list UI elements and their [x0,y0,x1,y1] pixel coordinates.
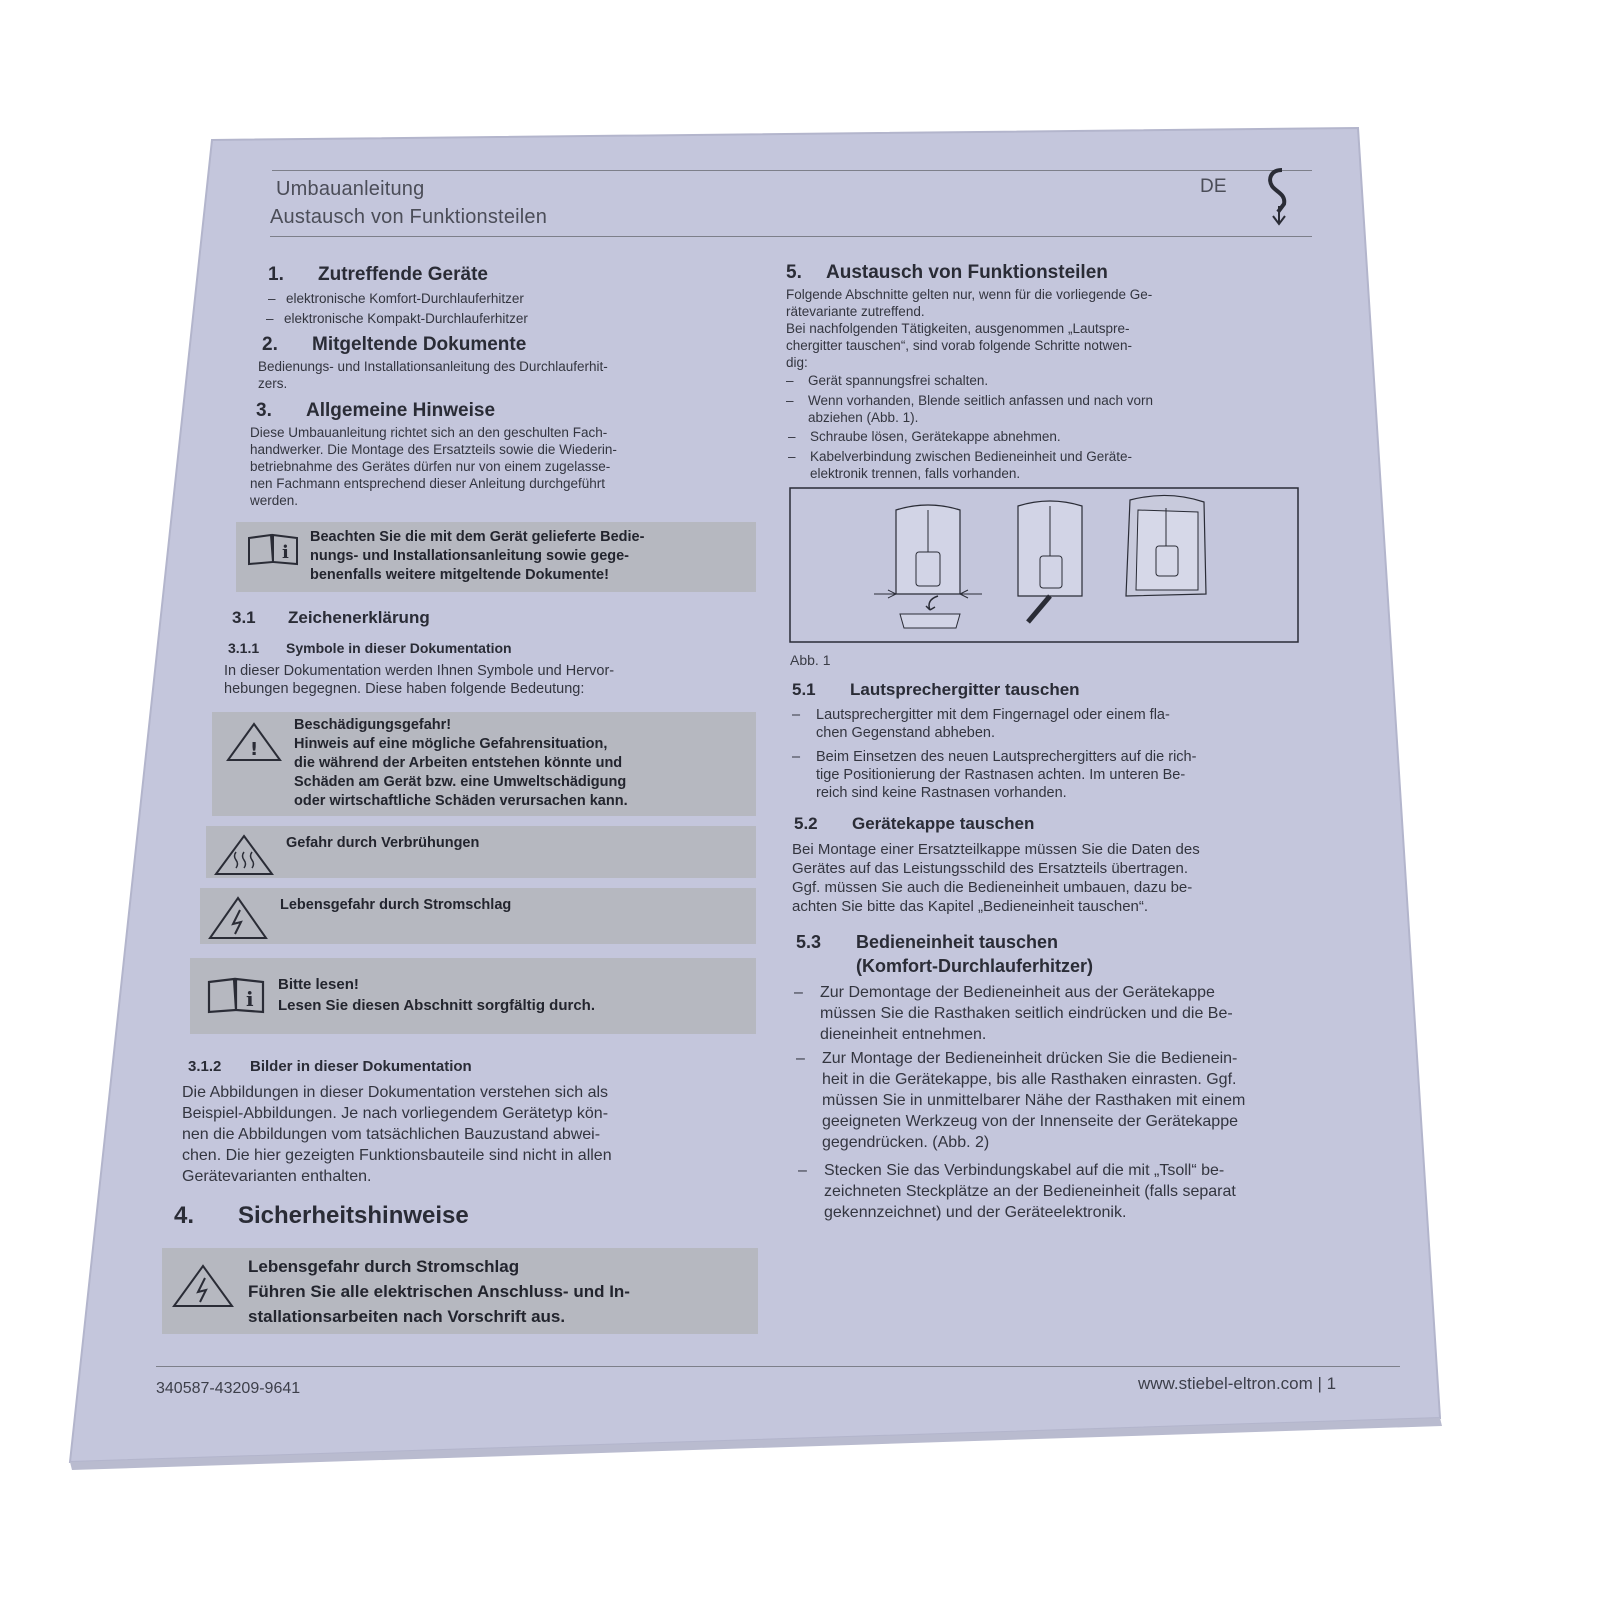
section-5-2-text: Bei Montage einer Ersatzteilkappe müssen Sie die Daten des Gerätes auf das Leistungsschild des Ersatzteils übertragen. Ggf. müssen Sie auch die Bedieneinheit umbauen, dazu be- achten Sie bitte das Kapitel „Bedieneinheit tauschen“. [792,841,1200,915]
footer-rule [156,1366,1400,1367]
section-4-heading: 4. Sicherheitshinweise [174,1202,469,1229]
svg-text:!: ! [250,739,259,760]
list-item: – Lautsprechergitter mit dem Fingernagel oder einem fla- chen Gegenstand abheben. [792,707,1170,741]
list-item: – elektronische Kompakt-Durchlauferhitzer [266,311,528,326]
header-bottom-rule [270,236,1312,237]
book-info-icon [246,532,300,566]
section-5-2-heading: 5.2 Gerätekappe tauschen [794,814,1035,833]
list-item: – Schraube lösen, Gerätekappe abnehmen. [788,429,1061,444]
section-3-heading: 3. Allgemeine Hinweise [256,400,496,421]
book-info-icon [206,976,266,1014]
section-3-1-heading: 3.1 Zeichenerklärung [232,608,430,627]
svg-text:i: i [246,987,254,1011]
list-item: – Beim Einsetzen des neuen Lautsprechergitters auf die rich- tige Positionierung der Rastnasen achten. Im unteren Be- reich sind keine Rastnasen vorhanden. [792,749,1197,801]
section-5-heading: 5. Austausch von Funktionsteilen [786,262,1108,283]
list-item: – Zur Demontage der Bedieneinheit aus der Gerätekappe müssen Sie die Rasthaken seitlich eindrücken und die Be- dieneinheit entnehmen. [794,984,1233,1043]
shock-warning-text: Lebensgefahr durch Stromschlag [280,897,512,913]
language-code: DE [1200,176,1227,197]
high-voltage-icon [208,894,268,940]
shock-warning-box [200,888,756,944]
figure-1-illustration [788,486,1300,646]
list-item: – elektronische Komfort-Durchlauferhitzer [268,291,524,306]
section-3-1-2-heading: 3.1.2 Bilder in dieser Dokumentation [188,1058,472,1075]
section-3-1-1-heading: 3.1.1 Symbole in dieser Dokumentation [228,640,512,656]
svg-text:i: i [282,542,289,563]
damage-warning-box [212,712,756,816]
section-2-heading: 2. Mitgeltende Dokumente [262,334,527,355]
warning-triangle-icon [226,720,282,764]
safety-warning-box [162,1248,758,1334]
section-2-text: Bedienungs- und Installationsanleitung des Durchlauferhit- zers. [258,359,608,391]
list-item: – Wenn vorhanden, Blende seitlich anfassen und nach vorn abziehen (Abb. 1). [786,393,1153,425]
safety-warning-text: Lebensgefahr durch Stromschlag Führen Sie alle elektrischen Anschluss- und In- stallationsarbeiten nach Vorschrift aus. [248,1257,630,1326]
section-5-intro: Folgende Abschnitte gelten nur, wenn für die vorliegende Ge- rätevariante zutreffend. Bei nachfolgenden Tätigkeiten, ausgenommen „Lautspre- chergitter tauschen“, sind vorab folgende Schritte notwen- dig: [786,287,1153,370]
brand-logo-icon [1264,166,1294,228]
list-item: – Kabelverbindung zwischen Bedieneinheit und Geräte- elektronik trennen, falls vorhanden. [788,449,1132,481]
damage-warning-text: Beschädigungsgefahr! Hinweis auf eine mögliche Gefahrensituation, die während der Arbeiten entstehen könnte und Schäden am Gerät bzw. eine Umweltschädigung oder wirtschaftliche Schäden verursachen kann. [294,717,628,809]
scald-warning-text: Gefahr durch Verbrühungen [286,835,480,851]
footer-website: www.stiebel-eltron.com | 1 [1138,1374,1337,1393]
list-item: – Zur Montage der Bedieneinheit drücken Sie die Bedienein- heit in die Gerätekappe, bis alle Rasthaken einrasten. Ggf. müssen Sie in unmittelbarer Nähe der Rasthaken mit einem geeigneten Werkzeug von der Innenseite der Gerätekappe gegendrücken. (Abb. 2) [796,1050,1246,1151]
section-3-1-1-text: In dieser Dokumentation werden Ihnen Symbole und Hervor- hebungen begegnen. Diese haben folgende Bedeutung: [224,663,615,697]
read-note-text: Bitte lesen! Lesen Sie diesen Abschnitt sorgfältig durch. [278,976,595,1014]
section-3-1-2-text: Die Abbildungen in dieser Dokumentation verstehen sich als Beispiel-Abbildungen. Je nach vorliegendem Gerätetyp kön- nen die Abbildungen vom tatsächlichen Bauzustand abwei- chen. Die hier gezeigten Funktionsbauteile sind nicht in allen Gerätevarianten enthalten. [182,1084,612,1185]
header-top-rule [272,170,1312,171]
list-item: – Stecken Sie das Verbindungskabel auf die mit „Tsoll“ be- zeichneten Steckplätze an der Bedieneinheit (falls separat gekennzeichnet) und der Geräteelektronik. [798,1162,1236,1221]
high-voltage-icon [172,1262,234,1308]
section-5-1-heading: 5.1 Lautsprechergitter tauschen [792,680,1080,699]
hot-surface-icon [214,832,274,876]
section-3-text: Diese Umbauanleitung richtet sich an den geschulten Fach- handwerker. Die Montage des Ersatzteils sowie die Wiederin- betriebnahme des Gerätes dürfen nur von einem zugelasse- nen Fachmann entsprechend dieser Anleitung durchgeführt werden. [250,425,617,508]
read-note-box [190,958,756,1034]
header-subtitle: Austausch von Funktionsteilen [270,206,548,228]
section-1-heading: 1. Zutreffende Geräte [268,264,488,285]
section-5-3-heading: 5.3 Bedieneinheit tauschen (Komfort-Durchlauferhitzer) [796,932,1093,976]
info-note-box [236,522,756,592]
document-number: 340587-43209-9641 [156,1380,301,1397]
figure-1-caption: Abb. 1 [790,652,831,668]
scald-warning-box [206,826,756,878]
list-item: – Gerät spannungsfrei schalten. [786,373,989,388]
header-title: Umbauanleitung [276,178,425,200]
info-note-text: Beachten Sie die mit dem Gerät gelieferte Bedie- nungs- und Installationsanleitung sowie gege- benenfalls weitere mitgeltende Dokumente! [310,529,645,583]
